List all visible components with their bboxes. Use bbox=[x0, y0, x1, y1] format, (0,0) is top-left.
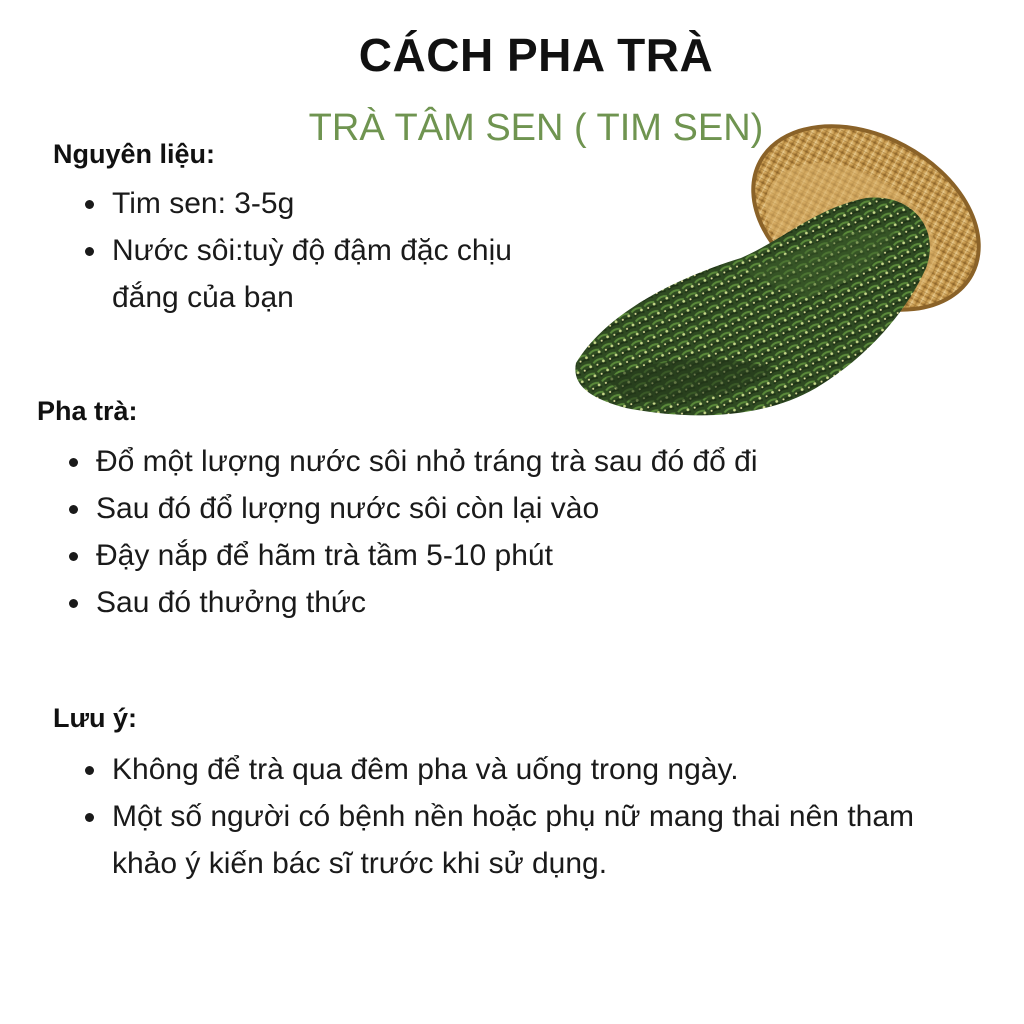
bullet-icon bbox=[69, 552, 78, 561]
list-item bbox=[83, 793, 923, 887]
list-item bbox=[67, 579, 847, 626]
brewing-step-text: Đổ một lượng nước sôi nhỏ tráng trà sau đó đổ đi bbox=[96, 445, 758, 478]
bullet-icon bbox=[85, 813, 94, 822]
list-item bbox=[83, 180, 523, 227]
bullet-icon bbox=[85, 247, 94, 256]
bullet-icon bbox=[69, 505, 78, 514]
list-item bbox=[67, 532, 847, 579]
brewing-step-text: Sau đó đổ lượng nước sôi còn lại vào bbox=[96, 492, 600, 525]
brewing-heading: Pha trà: bbox=[37, 396, 138, 426]
notes-list bbox=[83, 746, 923, 887]
note-text: Không để trà qua đêm pha và uống trong ngày. bbox=[112, 753, 739, 786]
list-item bbox=[67, 485, 847, 532]
list-item bbox=[83, 227, 523, 321]
note-text: Một số người có bệnh nền hoặc phụ nữ mang thai nên tham khảo ý kiến bác sĩ trước khi sử dụng. bbox=[112, 800, 915, 880]
ingredient-text: Nước sôi:tuỳ độ đậm đặc chịu đắng của bạn bbox=[112, 234, 512, 314]
ingredients-list bbox=[83, 180, 523, 321]
list-item bbox=[67, 438, 847, 485]
page-subtitle: TRÀ TÂM SEN ( TIM SEN) bbox=[308, 107, 764, 149]
tea-pile-shape bbox=[575, 198, 930, 416]
page-title: CÁCH PHA TRÀ bbox=[358, 29, 714, 81]
notes-heading: Lưu ý: bbox=[53, 703, 138, 733]
list-item bbox=[83, 746, 923, 793]
bullet-icon bbox=[69, 599, 78, 608]
ingredient-text: Tim sen: 3-5g bbox=[112, 187, 295, 220]
brewing-list bbox=[67, 438, 847, 626]
basket-of-lotus-tea-image bbox=[566, 108, 986, 438]
ingredients-heading: Nguyên liệu: bbox=[53, 139, 216, 169]
brewing-step-text: Sau đó thưởng thức bbox=[96, 586, 366, 619]
bullet-icon bbox=[85, 200, 94, 209]
bullet-icon bbox=[85, 766, 94, 775]
bullet-icon bbox=[69, 458, 78, 467]
brewing-step-text: Đậy nắp để hãm trà tầm 5-10 phút bbox=[96, 539, 553, 572]
